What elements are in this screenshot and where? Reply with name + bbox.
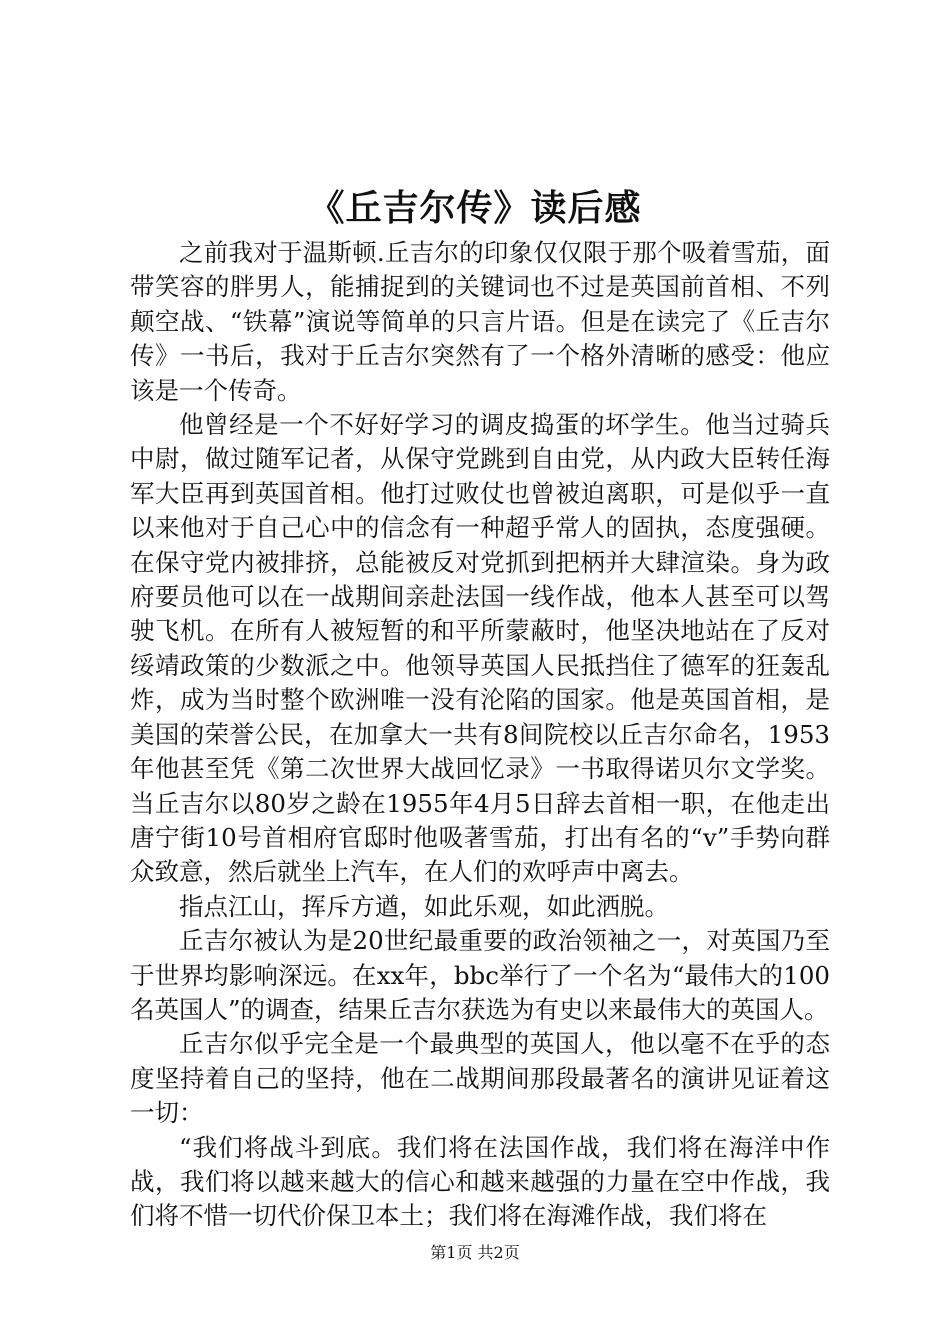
document-title: 《丘吉尔传》读后感 <box>308 187 642 229</box>
paragraph-5: 丘吉尔似乎完全是一个最典型的英国人，他以毫不在乎的态度坚持着自己的坚持，他在二战期间那段最著名的演讲见证着这一切： <box>130 1029 830 1128</box>
page-footer: 第1页 共2页 <box>430 1243 520 1262</box>
paragraph-4: 丘吉尔被认为是20世纪最重要的政治领袖之一，对英国乃至于世界均影响深远。在xx年，bbc举行了一个名为“最伟大的100名英国人”的调查，结果丘吉尔获选为有史以来最伟大的英国人。 <box>130 926 830 1024</box>
document-body <box>130 236 830 1234</box>
paragraph-1: 之前我对于温斯顿.丘吉尔的印象仅仅限于那个吸着雪茄，面带笑容的胖男人，能捕捉到的关键词也不过是英国前首相、不列颠空战、“铁幕”演说等简单的只言片语。但是在读完了《丘吉尔传》一书后，我对于丘吉尔突然有了一个格外清晰的感受：他应该是一个传奇。 <box>130 238 830 405</box>
paragraph-6: “我们将战斗到底。我们将在法国作战，我们将在海洋中作战，我们将以越来越大的信心和越来越强的力量在空中作战，我们将不惜一切代价保卫本土；我们将在海滩作战，我们将在 <box>130 1132 830 1231</box>
paragraph-2: 他曾经是一个不好好学习的调皮捣蛋的坏学生。他当过骑兵中尉，做过随军记者，从保守党跳到自由党，从内政大臣转任海军大臣再到英国首相。他打过败仗也曾被迫离职，可是似乎一直以来他对于自己心中的信念有一种超乎常人的固执，态度强硬。在保守党内被排挤，总能被反对党抓到把柄并大肆渲染。身为政府要员他可以在一战期间亲赴法国一线作战，他本人甚至可以驾驶飞机。在所有人被短暂的和平所蒙蔽时，他坚决地站在了反对绥靖政策的少数派之中。他领导英国人民抵挡住了德军的狂轰乱炸，成为当时整个欧洲唯一没有沦陷的国家。他是英国首相，是美国的荣誉公民，在加拿大一共有8间院校以丘吉尔命名，1953年他甚至凭《第二次世界大战回忆录》一书取得诺贝尔文学奖。当丘吉尔以80岁之龄在1955年4月5日辞去首相一职，在他走出唐宁街10号首相府官邸时他吸著雪茄，打出有名的“v”手势向群众致意，然后就坐上汽车，在人们的欢呼声中离去。 <box>130 410 830 887</box>
paragraph-3: 指点江山，挥斥方遒，如此乐观，如此洒脱。 <box>179 891 669 921</box>
